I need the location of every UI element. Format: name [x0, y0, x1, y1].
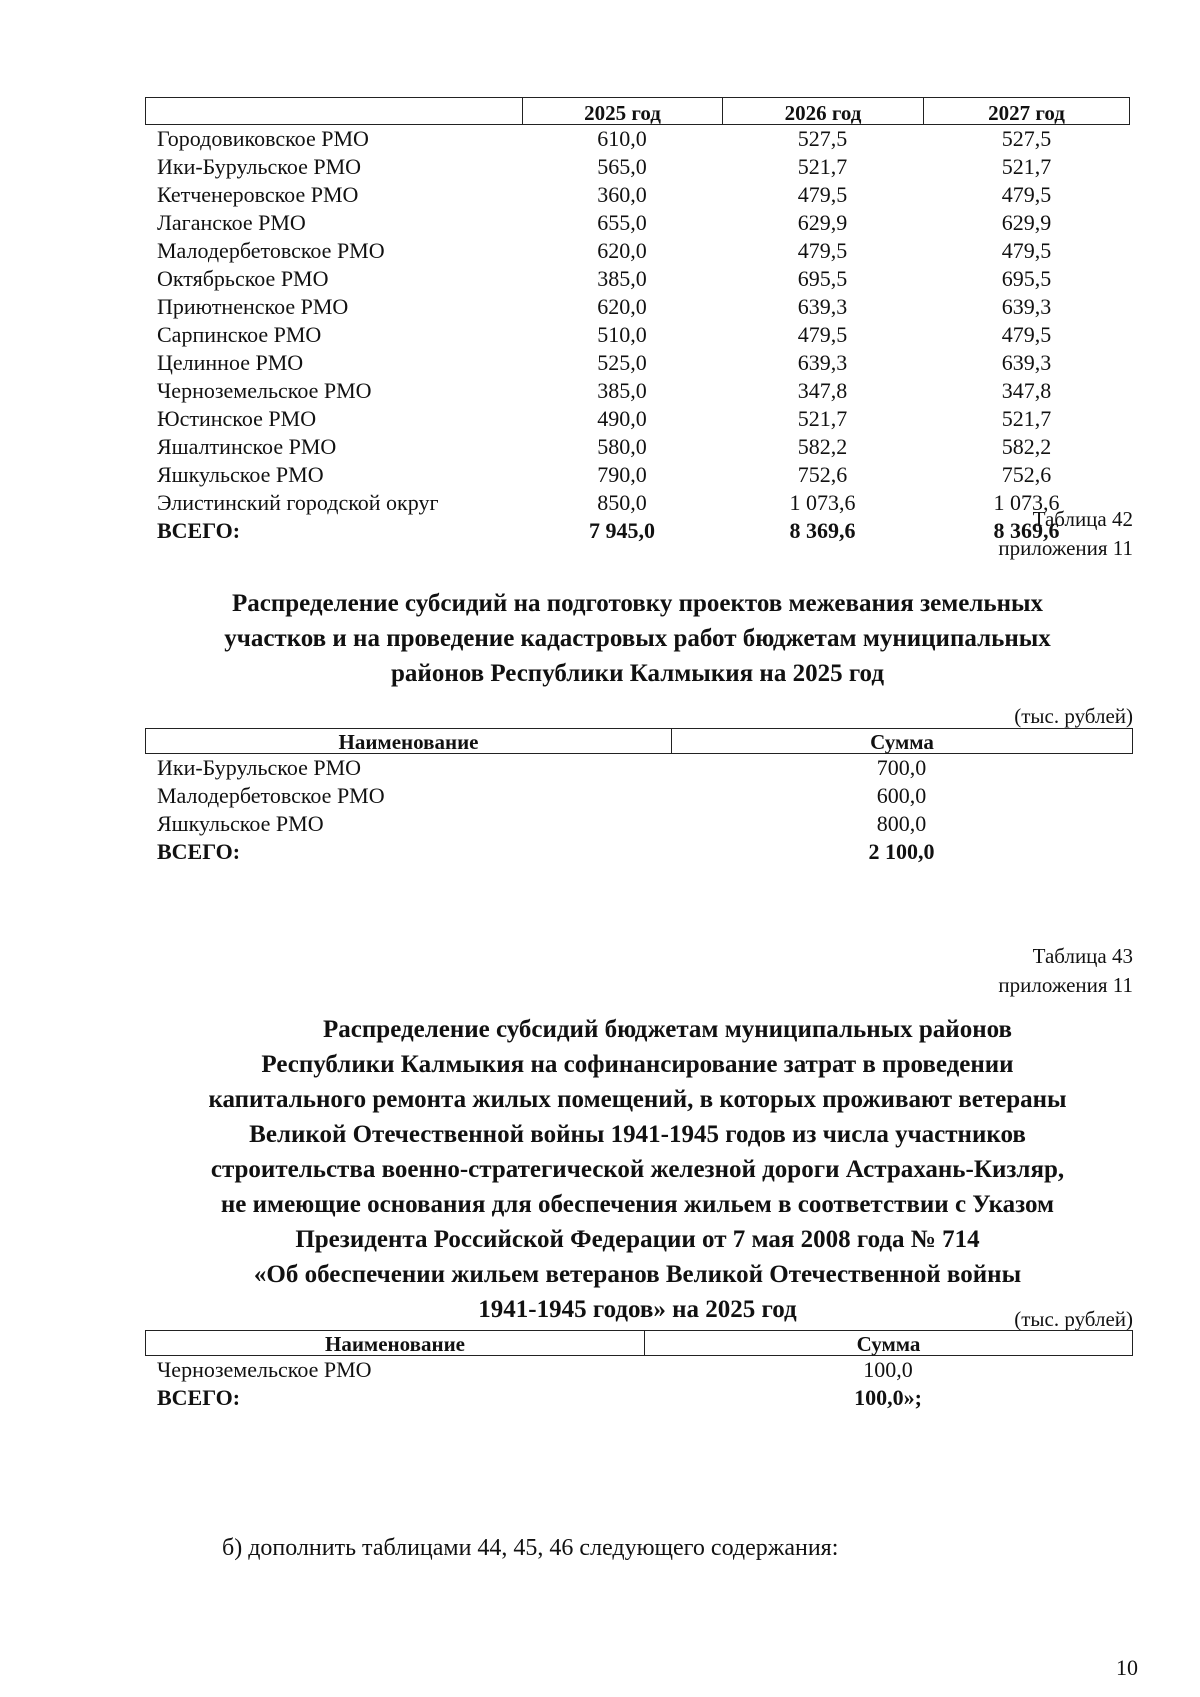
- row-value-cell: 347,8: [1001, 378, 1052, 403]
- title-line: районов Республики Калмыкия на 2025 год: [391, 660, 884, 687]
- header-cell-2026: 2026 год: [723, 98, 924, 124]
- row-value-cell: 479,5: [1001, 238, 1052, 263]
- table-row: [145, 754, 1133, 782]
- table-row: [145, 489, 1130, 517]
- header-cell-2027: 2027 год: [988, 101, 1065, 125]
- table-42-body: [145, 754, 1133, 838]
- header-cell-2025: 2025 год: [523, 98, 723, 124]
- table-42-title: [140, 586, 1135, 691]
- row-value-cell: 639,3: [1001, 350, 1052, 375]
- table-42-caption-line1: Таблица 42: [1032, 507, 1133, 531]
- table-row: [145, 433, 1130, 461]
- row-value-cell: 752,6: [1001, 462, 1052, 487]
- row-value-cell: 580,0: [597, 434, 647, 459]
- row-value-cell: 100,0: [863, 1357, 913, 1382]
- title-line: Великой Отечественной войны 1941-1945 годов из числа участников: [249, 1121, 1026, 1148]
- row-value-cell: 695,5: [797, 266, 848, 291]
- table-42-header: [145, 728, 1133, 754]
- header-cell-name: Наименование: [146, 1331, 645, 1355]
- row-name-cell: Яшкульское РМО: [157, 811, 324, 836]
- table-row: [145, 237, 1130, 265]
- row-value-cell: 565,0: [597, 154, 647, 179]
- table-43-caption-line2: приложения 11: [998, 973, 1133, 997]
- total-sum: 100,0»;: [854, 1385, 922, 1410]
- table-row: [145, 349, 1130, 377]
- row-value-cell: 525,0: [597, 350, 647, 375]
- row-value-cell: 629,9: [1001, 210, 1052, 235]
- row-name-cell: Юстинское РМО: [157, 406, 317, 431]
- row-value-cell: 521,7: [1001, 154, 1052, 179]
- table-43: [145, 1330, 1133, 1412]
- row-value-cell: 620,0: [597, 238, 647, 263]
- total-2027: 8 369,6: [993, 518, 1060, 543]
- table-41: [145, 97, 1130, 545]
- row-value-cell: 347,8: [797, 378, 848, 403]
- table-row: [145, 125, 1130, 153]
- row-value-cell: 510,0: [597, 322, 647, 347]
- row-value-cell: 479,5: [797, 238, 848, 263]
- total-sum: 2 100,0: [868, 839, 935, 864]
- title-line: строительства военно-стратегической железной дороги Астрахань-Кизляр,: [210, 1156, 1065, 1183]
- row-name-cell: Яшалтинское РМО: [157, 434, 337, 459]
- row-name-cell: Элистинский городской округ: [157, 490, 439, 515]
- table-41-header: [145, 97, 1130, 125]
- table-43-total-row: [145, 1384, 1133, 1412]
- total-label: ВСЕГО:: [157, 839, 241, 864]
- table-42-total-row: [145, 838, 1133, 866]
- row-name-cell: Целинное РМО: [157, 350, 304, 375]
- table-43-unit: (тыс. рублей): [1014, 1307, 1133, 1331]
- row-name-cell: Ики-Бурульское РМО: [157, 154, 362, 179]
- row-value-cell: 790,0: [597, 462, 647, 487]
- table-42-caption-line2: приложения 11: [998, 536, 1133, 560]
- title-line: Распределение субсидий на подготовку проектов межевания земельных: [231, 590, 1044, 617]
- row-value-cell: 695,5: [1001, 266, 1052, 291]
- row-value-cell: 800,0: [876, 811, 927, 836]
- table-row: [145, 153, 1130, 181]
- row-name-cell: Ики-Бурульское РМО: [157, 755, 362, 780]
- row-value-cell: 1 073,6: [993, 490, 1060, 515]
- row-value-cell: 752,6: [797, 462, 848, 487]
- table-43-body: [145, 1356, 1133, 1384]
- row-name-cell: Сарпинское РМО: [157, 322, 322, 347]
- table-row: [145, 321, 1130, 349]
- row-name-cell: Черноземельское РМО: [157, 378, 372, 403]
- table-42: [145, 728, 1133, 866]
- row-value-cell: 527,5: [1001, 126, 1052, 151]
- row-value-cell: 479,5: [1001, 182, 1052, 207]
- table-43-header: [145, 1330, 1133, 1356]
- header-cell-sum: Сумма: [856, 1332, 921, 1356]
- table-row: [145, 405, 1130, 433]
- row-name-cell: Октябрьское РМО: [157, 266, 329, 291]
- row-value-cell: 527,5: [797, 126, 848, 151]
- table-row: [145, 181, 1130, 209]
- title-line: Республики Калмыкия на софинансирование затрат в проведении: [261, 1051, 1014, 1078]
- header-cell-sum: Сумма: [870, 730, 934, 754]
- row-value-cell: 582,2: [797, 434, 848, 459]
- row-value-cell: 582,2: [1001, 434, 1052, 459]
- row-value-cell: 610,0: [597, 126, 647, 151]
- table-row: [145, 810, 1133, 838]
- row-value-cell: 700,0: [876, 755, 927, 780]
- row-name-cell: Лаганское РМО: [157, 210, 306, 235]
- table-43-caption: [998, 942, 1133, 1000]
- total-label: ВСЕГО:: [157, 1385, 241, 1410]
- row-value-cell: 1 073,6: [789, 490, 856, 515]
- table-row: [145, 782, 1133, 810]
- row-value-cell: 521,7: [797, 154, 848, 179]
- title-line: Президента Российской Федерации от 7 мая 2008 года № 714: [295, 1226, 980, 1253]
- row-value-cell: 620,0: [597, 294, 647, 319]
- closing-paragraph: б) дополнить таблицами 44, 45, 46 следующего содержания:: [222, 1535, 839, 1561]
- row-value-cell: 639,3: [797, 294, 848, 319]
- row-value-cell: 850,0: [597, 490, 647, 515]
- total-label: ВСЕГО:: [157, 518, 241, 543]
- table-row: [145, 265, 1130, 293]
- row-value-cell: 639,3: [1001, 294, 1052, 319]
- row-value-cell: 479,5: [1001, 322, 1052, 347]
- table-row: [145, 209, 1130, 237]
- row-value-cell: 655,0: [597, 210, 647, 235]
- page-number: 10: [1116, 1655, 1138, 1680]
- total-2025: 7 945,0: [589, 518, 655, 543]
- title-line: Распределение субсидий бюджетам муниципальных районов: [323, 1016, 1012, 1043]
- title-line: капитального ремонта жилых помещений, в которых проживают ветераны: [208, 1086, 1067, 1113]
- row-value-cell: 521,7: [1001, 406, 1052, 431]
- table-41-body: [145, 125, 1130, 517]
- table-43-title: [140, 1012, 1135, 1327]
- table-row: [145, 1356, 1133, 1384]
- title-line: 1941-1945 годов» на 2025 год: [478, 1296, 797, 1323]
- title-line: «Об обеспечении жильем ветеранов Великой Отечественной войны: [253, 1261, 1022, 1288]
- table-row: [145, 377, 1130, 405]
- row-value-cell: 385,0: [597, 266, 647, 291]
- row-name-cell: Кетченеровское РМО: [157, 182, 359, 207]
- row-value-cell: 360,0: [597, 182, 647, 207]
- row-name-cell: Приютненское РМО: [157, 294, 349, 319]
- table-42-unit: (тыс. рублей): [1014, 704, 1133, 728]
- row-value-cell: 490,0: [597, 406, 647, 431]
- row-value-cell: 600,0: [876, 783, 927, 808]
- row-name-cell: Черноземельское РМО: [157, 1357, 372, 1382]
- row-name-cell: Городовиковское РМО: [157, 126, 369, 151]
- table-41-total-row: [145, 517, 1130, 545]
- table-row: [145, 293, 1130, 321]
- table-42-caption: [998, 505, 1133, 563]
- row-value-cell: 479,5: [797, 182, 848, 207]
- header-cell-name: [146, 98, 523, 124]
- row-name-cell: Яшкульское РМО: [157, 462, 324, 487]
- total-2026: 8 369,6: [789, 518, 856, 543]
- title-line: не имеющие основания для обеспечения жильем в соответствии с Указом: [220, 1191, 1055, 1218]
- row-value-cell: 385,0: [597, 378, 647, 403]
- row-value-cell: 521,7: [797, 406, 848, 431]
- table-43-caption-line1: Таблица 43: [1032, 944, 1133, 968]
- table-row: [145, 461, 1130, 489]
- title-line: участков и на проведение кадастровых работ бюджетам муниципальных: [224, 625, 1051, 652]
- row-name-cell: Малодербетовское РМО: [157, 783, 385, 808]
- row-name-cell: Малодербетовское РМО: [157, 238, 385, 263]
- row-value-cell: 629,9: [797, 210, 848, 235]
- header-cell-name: Наименование: [146, 729, 672, 753]
- row-value-cell: 479,5: [797, 322, 848, 347]
- row-value-cell: 639,3: [797, 350, 848, 375]
